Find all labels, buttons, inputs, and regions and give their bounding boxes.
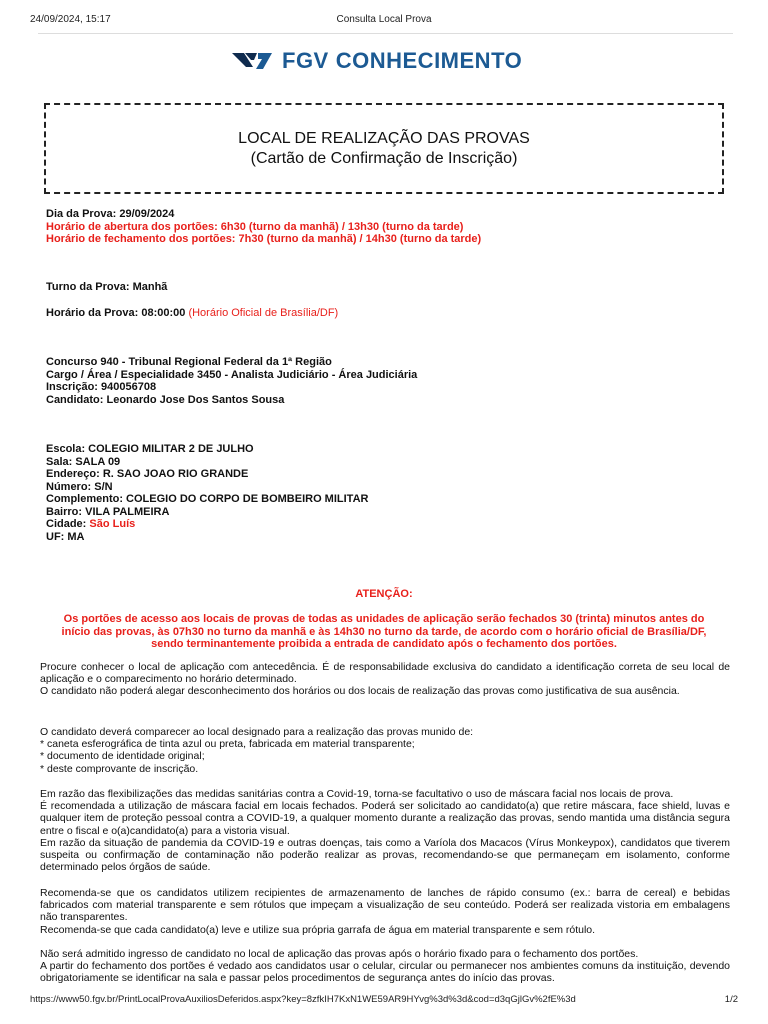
- page-number: 1/2: [724, 994, 738, 1005]
- notice-line-2: início das provas, às 07h30 no turno da manhã e às 14h30 no turno da tarde, de acordo com o horário oficial de Brasília/DF,: [61, 625, 707, 638]
- exam-time-label: Horário da Prova: 08:00:00: [46, 307, 186, 319]
- instructions-block-2: [40, 726, 730, 775]
- school: Escola: COLEGIO MILITAR 2 DE JULHO: [46, 443, 254, 455]
- notice-line-1: Os portões de acesso aos locais de provas de todas as unidades de aplicação serão fechados 30 (trinta) minutos antes do: [63, 613, 705, 625]
- paragraph: Em razão da situação de pandemia da COVID-19 e outras doenças, tais como a Varíola dos Macacos (Vírus Monkeypox), candidatos que tiverem suspeita ou confirmação de contaminação não poderão realizar as provas, recomendando-se que permaneçam em isolamento, conforme determinado pelos órgãos de saúde.: [40, 836, 730, 874]
- top-divider: [38, 33, 733, 34]
- exam-shift: [46, 281, 726, 294]
- candidate-info: [46, 356, 726, 406]
- instructions-block-1: [40, 661, 730, 698]
- registration: Inscrição: 940056708: [46, 381, 157, 393]
- print-date: 24/09/2024, 15:17: [30, 14, 111, 25]
- title-box: [44, 103, 724, 194]
- state: UF: MA: [46, 530, 85, 543]
- gate-opening-time: Horário de abertura dos portões: 6h30 (turno da manhã) / 13h30 (turno da tarde): [46, 220, 464, 233]
- number: Número: S/N: [46, 480, 113, 493]
- complement: Complemento: COLEGIO DO CORPO DE BOMBEIRO MILITAR: [46, 493, 369, 505]
- address: Endereço: R. SAO JOAO RIO GRANDE: [46, 468, 249, 480]
- bullet-item: * caneta esferográfica de tinta azul ou preta, fabricada em material transparente;: [40, 738, 415, 751]
- attention-notice: [44, 613, 724, 651]
- exam-info: [46, 208, 726, 246]
- attention-heading: ATENÇÃO:: [355, 588, 413, 600]
- print-header: [30, 14, 738, 28]
- paragraph: É recomendada a utilização de máscara facial em locais fechados. Poderá ser solicitado ao candidato(a) que retire máscara, face shield, luvas e qualquer item de proteção pessoal contra a COVID-19, a qualquer momento durante a realização das provas, sendo mantida uma distância segura entre o fiscal e o(a)candidato(a) para a vistoria visual.: [40, 800, 730, 837]
- contest: Concurso 940 - Tribunal Regional Federal da 1ª Região: [46, 356, 332, 368]
- exam-date: Dia da Prova: 29/09/2024: [46, 208, 175, 220]
- paragraph: Procure conhecer o local de aplicação com antecedência. É de responsabilidade exclusiva do candidato a identificação correta de seu local de aplicação e o comparecimento no horário determinado.: [40, 661, 730, 686]
- paragraph: O candidato deverá comparecer ao local designado para a realização das provas munido de:: [40, 726, 474, 738]
- page-subtitle: (Cartão de Confirmação de Inscrição): [250, 150, 518, 167]
- gate-closing-time: Horário de fechamento dos portões: 7h30 (turno da manhã) / 14h30 (turno da tarde): [46, 233, 482, 245]
- bullet-item: * deste comprovante de inscrição.: [40, 762, 199, 775]
- page-title: LOCAL DE REALIZAÇÃO DAS PROVAS: [238, 130, 530, 147]
- paragraph: Recomenda-se que cada candidato(a) leve e utilize sua própria garrafa de água em material transparente e sem rótulo.: [40, 923, 596, 936]
- city-value: São Luís: [89, 518, 136, 530]
- exam-time-note: (Horário Oficial de Brasília/DF): [188, 307, 339, 319]
- instructions-block-3: [40, 788, 730, 873]
- exam-time: [46, 307, 726, 320]
- logo-fgv-text: FGV: [282, 48, 329, 73]
- page-url: https://www50.fgv.br/PrintLocalProvaAuxiliosDeferidos.aspx?key=8zfkIH7KxN1WE59AR9HYvg%3d%3d&cod=d3qGjlGv%2fE%3d: [30, 994, 576, 1005]
- bullet-item: * documento de identidade original;: [40, 750, 205, 763]
- candidate-name: Candidato: Leonardo Jose Dos Santos Sousa: [46, 393, 285, 406]
- neighborhood: Bairro: VILA PALMEIRA: [46, 505, 170, 518]
- city-label: Cidade:: [46, 518, 87, 530]
- exam-shift-text: Turno da Prova: Manhã: [46, 281, 168, 293]
- notice-line-3: sendo terminantemente proibida a entrada de candidato após o fechamento dos portões.: [151, 638, 617, 650]
- print-title: Consulta Local Prova: [336, 14, 432, 25]
- paragraph: A partir do fechamento dos portões é vedado aos candidatos usar o celular, circular ou permanecer nos ambientes comuns da instituição, devendo obrigatoriamente se identificar na sala e passar pelos procedimentos de segurança antes do início das provas.: [40, 960, 730, 985]
- logo-conhecimento-text: CONHECIMENTO: [335, 48, 523, 73]
- paragraph: Não será admitido ingresso de candidato no local de aplicação das provas após o horário fixado para o fechamento dos portões.: [40, 948, 639, 960]
- room: Sala: SALA 09: [46, 455, 121, 468]
- location-info: [46, 443, 726, 543]
- fgv-logo-icon: [232, 51, 274, 71]
- paragraph: Recomenda-se que os candidatos utilizem recipientes de armazenamento de lanches de rápido consumo (ex.: barra de cereal) e bebidas fabricados com material transparente e sem rótulos que impeçam a visualização de seu conteúdo. Poderá ser realizada vistoria em embalagens não transparentes.: [40, 887, 730, 924]
- instructions-block-4: [40, 887, 730, 936]
- fgv-logo: [232, 48, 522, 74]
- instructions-block-5: [40, 948, 730, 985]
- position: Cargo / Área / Especialidade 3450 - Analista Judiciário - Área Judiciária: [46, 368, 418, 381]
- paragraph: O candidato não poderá alegar desconhecimento dos horários ou dos locais de realização das provas como justificativa de sua ausência.: [40, 685, 680, 698]
- paragraph: Em razão das flexibilizações das medidas sanitárias contra a Covid-19, torna-se facultativo o uso de máscara facial nos locais de prova.: [40, 788, 674, 800]
